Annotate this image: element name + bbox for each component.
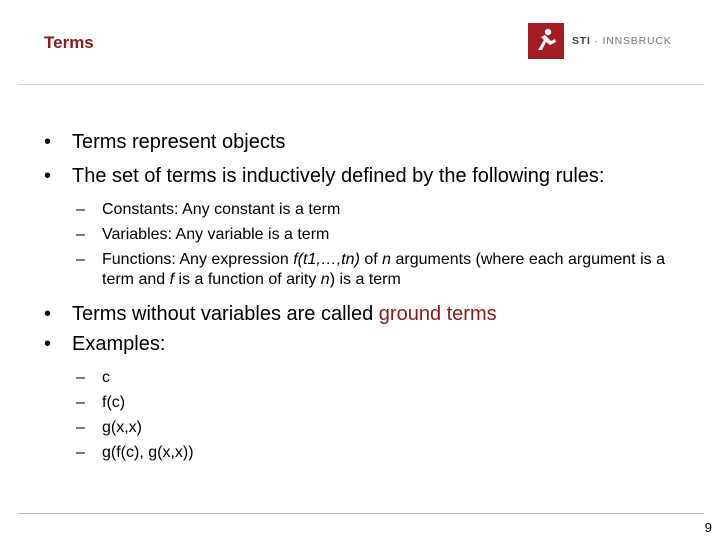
bullet-text: Terms represent objects [72,131,286,153]
bullet-inductive-definition [44,164,684,188]
example-item [44,368,684,388]
logo-location: INNSBRUCK [602,35,672,47]
bullet-ground-terms [44,302,684,326]
dash-icon: – [76,226,85,243]
ground-terms-highlight: ground terms [378,303,497,325]
logo-text [572,35,672,47]
rule-arity-n: n [320,271,330,288]
rule-text: Constants: Any constant is a term [102,201,341,218]
rule-f: f [169,271,175,288]
slide-header [0,0,720,84]
bullet-examples [44,332,684,356]
rules-list [44,200,684,290]
rule-text-9: ) is a term [329,271,401,288]
examples-label: Examples: [72,333,166,355]
example-item [44,443,684,463]
dash-icon: – [76,444,85,461]
sti-innsbruck-logo [528,23,672,59]
examples-list [44,368,684,463]
bullet-icon: • [44,131,52,153]
bullet-text: The set of terms is inductively defined by the following rules: [72,165,605,187]
rule-constants [44,200,684,220]
bullet-icon: • [44,165,52,187]
logo-brand: STI [572,35,591,47]
logo-separator: · [594,35,599,47]
example-text: g(x,x) [102,419,142,436]
bullet-icon: • [44,333,52,355]
example-text: g(f(c), g(x,x)) [102,444,194,461]
rule-n: n [382,251,392,268]
rule-text-1: Functions: Any expression [102,251,294,268]
footer-divider [18,513,704,514]
rule-text: Variables: Any variable is a term [102,226,330,243]
dash-icon: – [76,251,85,268]
ground-prefix: Terms without variables are called [72,303,379,325]
slide-content [44,130,684,463]
slide-title: Terms [44,33,94,52]
example-item [44,418,684,438]
rule-functions [44,250,684,290]
rule-expression: f(t1,…,tn) [293,251,360,268]
header-divider [18,84,704,85]
rule-text-5: arguments (where each argument is a term and [102,251,665,288]
dash-icon: – [76,394,85,411]
dash-icon: – [76,369,85,386]
example-text: c [102,369,110,386]
rule-text-3: of [359,251,383,268]
rule-text-7: is a function of arity [174,271,321,288]
example-text: f(c) [102,394,126,411]
page-number: 9 [704,520,712,535]
example-item [44,393,684,413]
sti-figure-icon [528,23,564,59]
rule-variables [44,225,684,245]
dash-icon: – [76,419,85,436]
bullet-terms-represent [44,130,684,154]
bullet-icon: • [44,303,52,325]
dash-icon: – [76,201,85,218]
